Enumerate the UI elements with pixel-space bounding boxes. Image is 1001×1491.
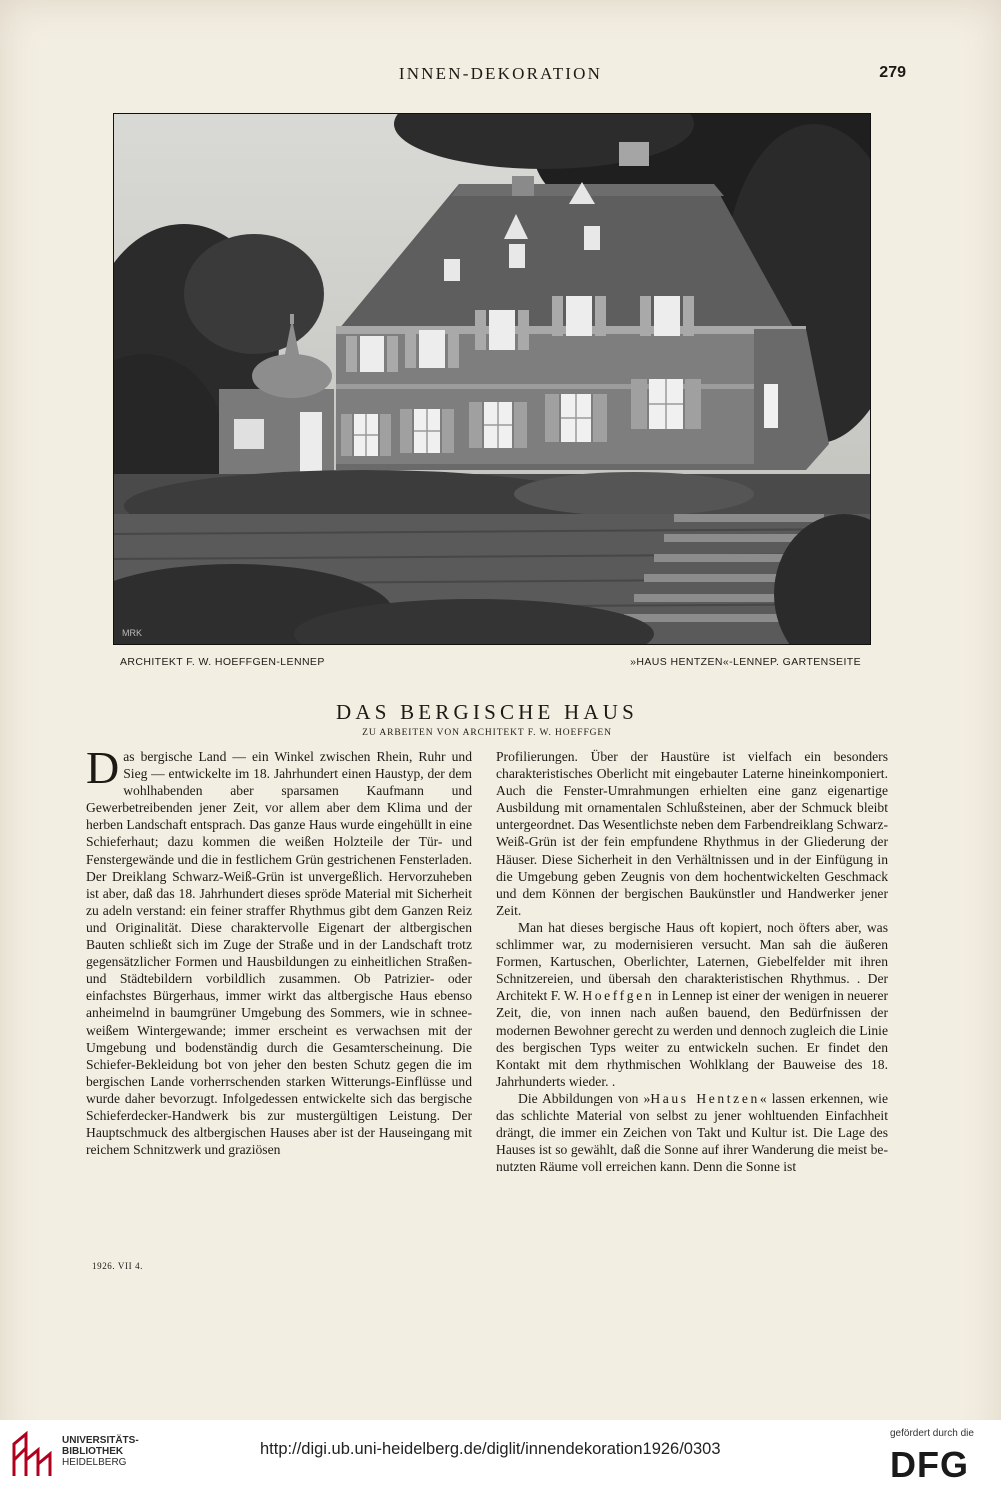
permalink-url[interactable]: http://digi.ub.uni-heidelberg.de/diglit/innendekoration1926/0303 <box>260 1440 721 1458</box>
sponsor-text: gefördert durch die <box>890 1428 974 1439</box>
university-name-line: BIBLIOTHEK <box>62 1446 124 1457</box>
house-photograph <box>113 113 871 645</box>
running-head: INNEN-DEKORATION <box>398 64 603 83</box>
caption-house: »HAUS HENTZEN«-LENNEP. GARTENSEITE <box>630 656 861 668</box>
signature-mark: 1926. VII 4. <box>92 1261 144 1271</box>
paragraph <box>86 742 472 1158</box>
university-name-line: HEIDELBERG <box>62 1457 127 1468</box>
drop-cap: D <box>86 742 120 793</box>
text-column-right <box>496 748 888 1175</box>
paragraph-text: Man hat dieses bergische Haus oft kopiert, noch öfters aber, was schlimmer war, zu modernisieren versucht. Man sah die äußeren Formen, Kartuschen, Oberlichter, Laternen, Giebelfelder mit ihren Schnitzereien, und übersah den charakteristischen Rhythmus. . Der Architekt F. W. <box>496 919 888 1004</box>
page-number: 279 <box>879 64 906 81</box>
university-name-line: UNIVERSITÄTS- <box>62 1435 139 1446</box>
article-subtitle: ZU ARBEITEN VON ARCHITEKT F. W. HOEFFGEN <box>362 728 612 738</box>
paragraph-text: in Lennep ist einer der wenigen in neuerer Zeit, die, von innen nach außen bauend, den Bedürfnissen der modernen Bewohner gerecht zu werden und dennoch zugleich die Linie des bergischen Typs weiter zu entwickeln suchen. Er findet den Kontakt mit dem rhythmischen Wohlklang der Bauweise des 18. Jahrhunderts wieder. . <box>496 988 888 1089</box>
university-library-logo-icon <box>10 1430 58 1480</box>
article-title: DAS BERGISCHE HAUS <box>336 700 638 724</box>
photo-mark: MRK <box>122 628 142 638</box>
house-photo-illustration <box>114 114 870 644</box>
text-column-left <box>86 742 472 1158</box>
digital-library-footer <box>0 1420 1001 1491</box>
paragraph-text: « lassen erkennen, wie das schlichte Material von selbst zu jener wohltuenden Einfachheit drängt, die immer ein Zeichen von Takt und Kultur ist. Die Lage des Hauses ist so gewählt, daß die Sonne auf ihrer Wanderung die meist benutzten Räume voll erreichen kann. Denn die Sonne ist <box>496 1090 888 1175</box>
paragraph <box>496 919 888 1090</box>
paragraph-text: Die Abbildungen von » <box>518 1090 651 1106</box>
paragraph <box>496 1090 888 1175</box>
paragraph: Profilierungen. Über der Haustüre ist vielfach ein besonders charakteristisches Oberlicht mit eingebauter Laterne hineinkomponiert. Auch die Fenster-Umrahmungen erhielten eine ganz eigenartige Ausbildung mit ornamentalen Schlußsteinen, aber der Schmuck bleibt untergeordnet. Das Wesentlichste neben dem Farbendreiklang Schwarz-Weiß-Grün ist der fein empfundene Rhythmus in der Gliederung der Häuser. Diese Sicherheit in den Verhältnissen und in der Einfügung in die Umgebung geben Zeugnis von dem hochentwickelten Geschmack und dem Können der bergischen Baukünstler und Handwerker jener Zeit. <box>496 749 888 918</box>
dfg-logo: DFG <box>890 1444 969 1485</box>
caption-architect: ARCHITEKT F. W. HOEFFGEN-LENNEP <box>120 656 325 668</box>
university-library-name <box>62 1435 139 1468</box>
architect-name: Hoeffgen <box>582 988 655 1004</box>
paragraph-text: as bergische Land — ein Winkel zwischen Rhein, Ruhr und Sieg — entwickelte im 18. Jahrhundert einen Haustyp, der dem wohlhabenden aber sparsamen Kaufmann und Gewerbetreibenden jener Zeit, vor allem aber dem Klima und der herben Landschaft entsprach. Das ganze Haus wurde eingehüllt in eine Schieferhaut; dazu kommen die weißen Holzteile der Tür- und Fenstergewände und die in festlichem Grün gestrichenen Fensterladen. Der Dreiklang Schwarz-Weiß-Grün ist unvergeßlich. Hervorzuheben ist aber, daß das 18. Jahrhundert dieses spröde Material mit Sicherheit zu adeln verstand: ein feiner straffer Rhythmus gibt dem Ganzen Reiz und Originalität. Diese charaktervolle Eigenart der altbergischen Bauten schließt sich im Zuge der Straße und in der Landschaft trotz gegensätzlicher Formen und Hausbildungen zu einheitlichen Straßen- und Städtebildern vorbildlich zusammen. Ob Patrizier- oder einfachstes Bürgerhaus, immer wirkt das altbergische Haus ebenso anheimelnd in baumgrüner Umgebung des Sommers, wie in schneeweißem Wintergewande; immer erscheint es verwachsen mit der Umgebung und bodenständig durch die Gesamterscheinung. Die Schiefer-Bekleidung bot von jeher den besten Schutz gegen die im bergischen Lande vorherrschenden starken Witterungs-Einflüsse und wurde daher bevorzugt. Infolgedessen entwickelte sich das bergische Schieferdecker-Handwerk bis zur mustergültigen Leistung. Der Hauptschmuck des altbergischen Hauses aber ist der Hauseingang mit reichem Schnitzwerk und graziösen <box>86 749 472 1158</box>
house-name: Haus Hentzen <box>650 1090 760 1106</box>
